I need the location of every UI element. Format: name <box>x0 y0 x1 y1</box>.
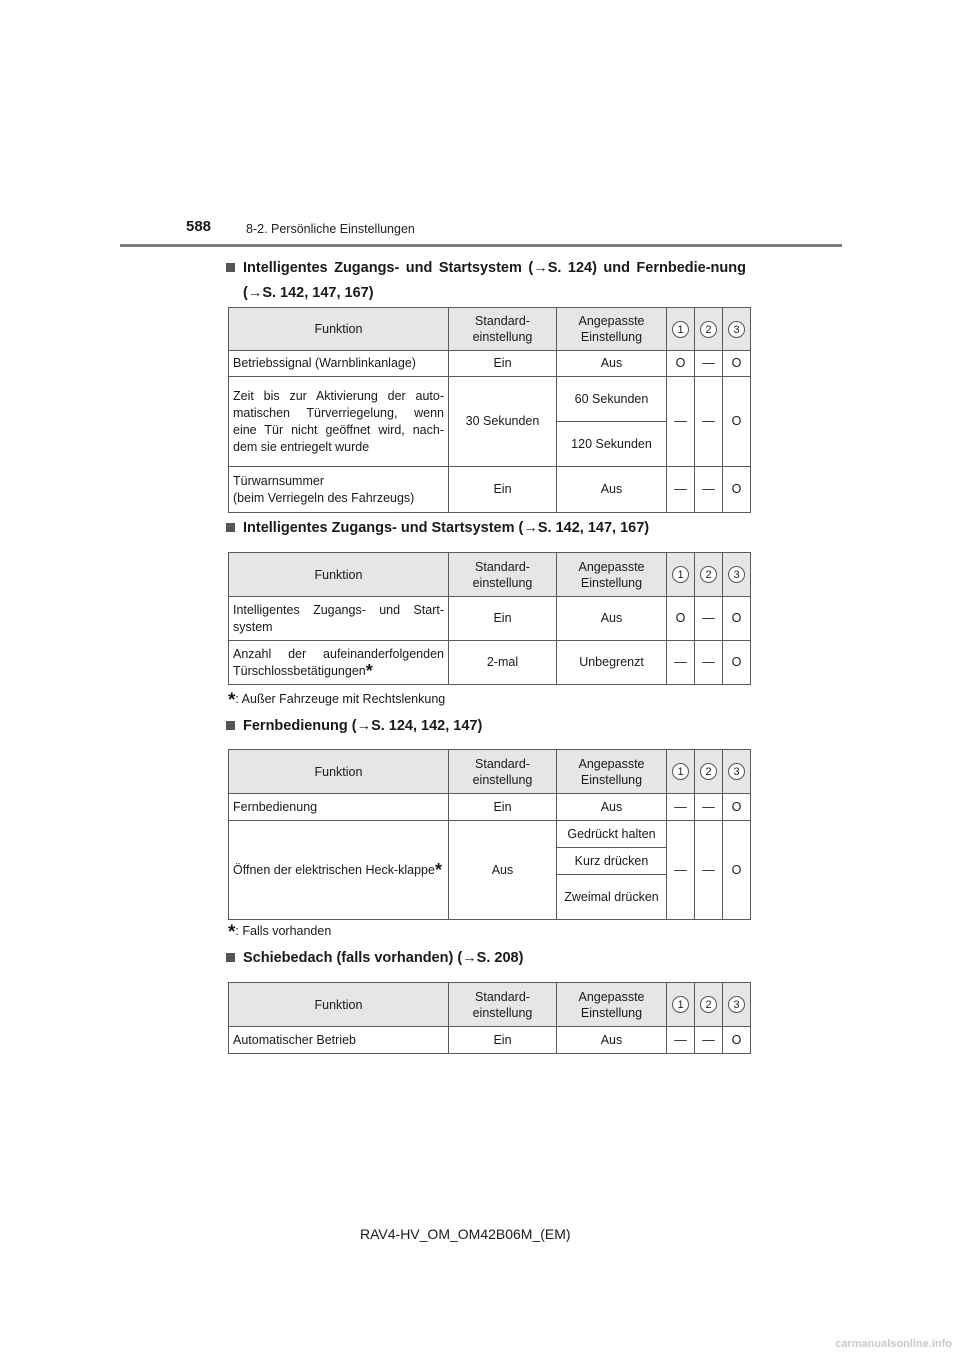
column-header-custom: Angepasste Einstellung <box>557 553 667 597</box>
table-row: 120 Sekunden <box>229 422 751 467</box>
column-header-2 <box>695 308 723 351</box>
circled-number-3-icon: 3 <box>728 321 745 338</box>
footnote-rhd: *: Außer Fahrzeuge mit Rechtslenkung <box>228 690 446 711</box>
circled-number-1-icon: 1 <box>672 321 689 338</box>
column-header-default: Standard- einstellung <box>449 308 557 351</box>
table-row: Fernbedienung Ein Aus — — O <box>229 794 751 821</box>
column-header-1 <box>667 308 695 351</box>
table-row: Zweimal drücken <box>229 875 751 920</box>
column-header-function: Funktion <box>229 983 449 1027</box>
footnote-star: * <box>228 690 236 711</box>
table-row: Öffnen der elektrischen Heck-klappe* Aus Gedrückt halten — — O <box>229 821 751 848</box>
column-header-3 <box>723 553 751 597</box>
column-header-2 <box>695 553 723 597</box>
column-header-3 <box>723 750 751 794</box>
table-header-row <box>229 983 751 1027</box>
footnote-if-equipped: *: Falls vorhanden <box>228 922 332 943</box>
table-row: Türwarnsummer (beim Verriegeln des Fahrzeugs) Ein Aus — — O <box>229 467 751 513</box>
column-header-1 <box>667 750 695 794</box>
page-number: 588 <box>186 218 212 235</box>
watermark[interactable]: carmanualsonline.info <box>835 1338 952 1350</box>
column-header-2 <box>695 983 723 1027</box>
square-bullet-icon <box>226 263 235 272</box>
table-row: Betriebssignal (Warnblinkanlage) Ein Aus O — O <box>229 351 751 377</box>
circled-number-2-icon: 2 <box>700 763 717 780</box>
footnote-star: * <box>228 922 236 943</box>
column-header-3 <box>723 308 751 351</box>
table-header-row <box>229 553 751 597</box>
circled-number-1-icon: 1 <box>672 763 689 780</box>
table-row: Kurz drücken <box>229 848 751 875</box>
footnote-mark: * <box>434 859 442 880</box>
section-title-access-start: Intelligentes Zugangs- und Startsystem (→S. 142, 147, 167) <box>226 516 746 541</box>
column-header-function: Funktion <box>229 553 449 597</box>
column-header-default: Standard- einstellung <box>449 553 557 597</box>
table-header-row <box>229 750 751 794</box>
table-header-row <box>229 308 751 351</box>
column-header-2 <box>695 750 723 794</box>
circled-number-3-icon: 3 <box>728 996 745 1013</box>
column-header-custom: Angepasste Einstellung <box>557 983 667 1027</box>
table-row: Automatischer Betrieb Ein Aus — — O <box>229 1027 751 1054</box>
column-header-default: Standard- einstellung <box>449 750 557 794</box>
square-bullet-icon <box>226 953 235 962</box>
circled-number-1-icon: 1 <box>672 996 689 1013</box>
circled-number-2-icon: 2 <box>700 321 717 338</box>
circled-number-2-icon: 2 <box>700 566 717 583</box>
settings-table-remote <box>228 749 751 920</box>
table-row: Intelligentes Zugangs- und Start-system Ein Aus O — O <box>229 597 751 641</box>
settings-table-access-start <box>228 552 751 685</box>
circled-number-3-icon: 3 <box>728 763 745 780</box>
square-bullet-icon <box>226 523 235 532</box>
column-header-1 <box>667 983 695 1027</box>
column-header-default: Standard- einstellung <box>449 983 557 1027</box>
circled-number-1-icon: 1 <box>672 566 689 583</box>
column-header-custom: Angepasste Einstellung <box>557 308 667 351</box>
settings-table-sunroof <box>228 982 751 1054</box>
circled-number-3-icon: 3 <box>728 566 745 583</box>
column-header-custom: Angepasste Einstellung <box>557 750 667 794</box>
section-title-remote: Fernbedienung (→S. 124, 142, 147) <box>226 714 746 739</box>
column-header-function: Funktion <box>229 308 449 351</box>
section-header: 8-2. Persönliche Einstellungen <box>246 222 415 236</box>
table-row: Anzahl der aufeinanderfolgenden Türschlossbetätigungen* 2-mal Unbegrenzt — — O <box>229 641 751 685</box>
header-divider <box>120 244 842 247</box>
footer-model-code: RAV4-HV_OM_OM42B06M_(EM) <box>360 1226 571 1242</box>
circled-number-2-icon: 2 <box>700 996 717 1013</box>
settings-table-access-remote <box>228 307 751 513</box>
column-header-1 <box>667 553 695 597</box>
section-title-access-remote: Intelligentes Zugangs- und Startsystem (→S. 124) und Fernbedie-nung (→S. 142, 147, 167) <box>226 256 746 306</box>
column-header-function: Funktion <box>229 750 449 794</box>
footnote-mark: * <box>365 660 373 681</box>
square-bullet-icon <box>226 721 235 730</box>
section-title-sunroof: Schiebedach (falls vorhanden) (→S. 208) <box>226 946 746 971</box>
table-row: Zeit bis zur Aktivierung der auto-matischen Türverriegelung, wenn eine Tür nicht geöffnet wird, nach-dem sie entriegelt wurde 30 Sekunden 60 Sekunden — — O <box>229 377 751 422</box>
column-header-3 <box>723 983 751 1027</box>
